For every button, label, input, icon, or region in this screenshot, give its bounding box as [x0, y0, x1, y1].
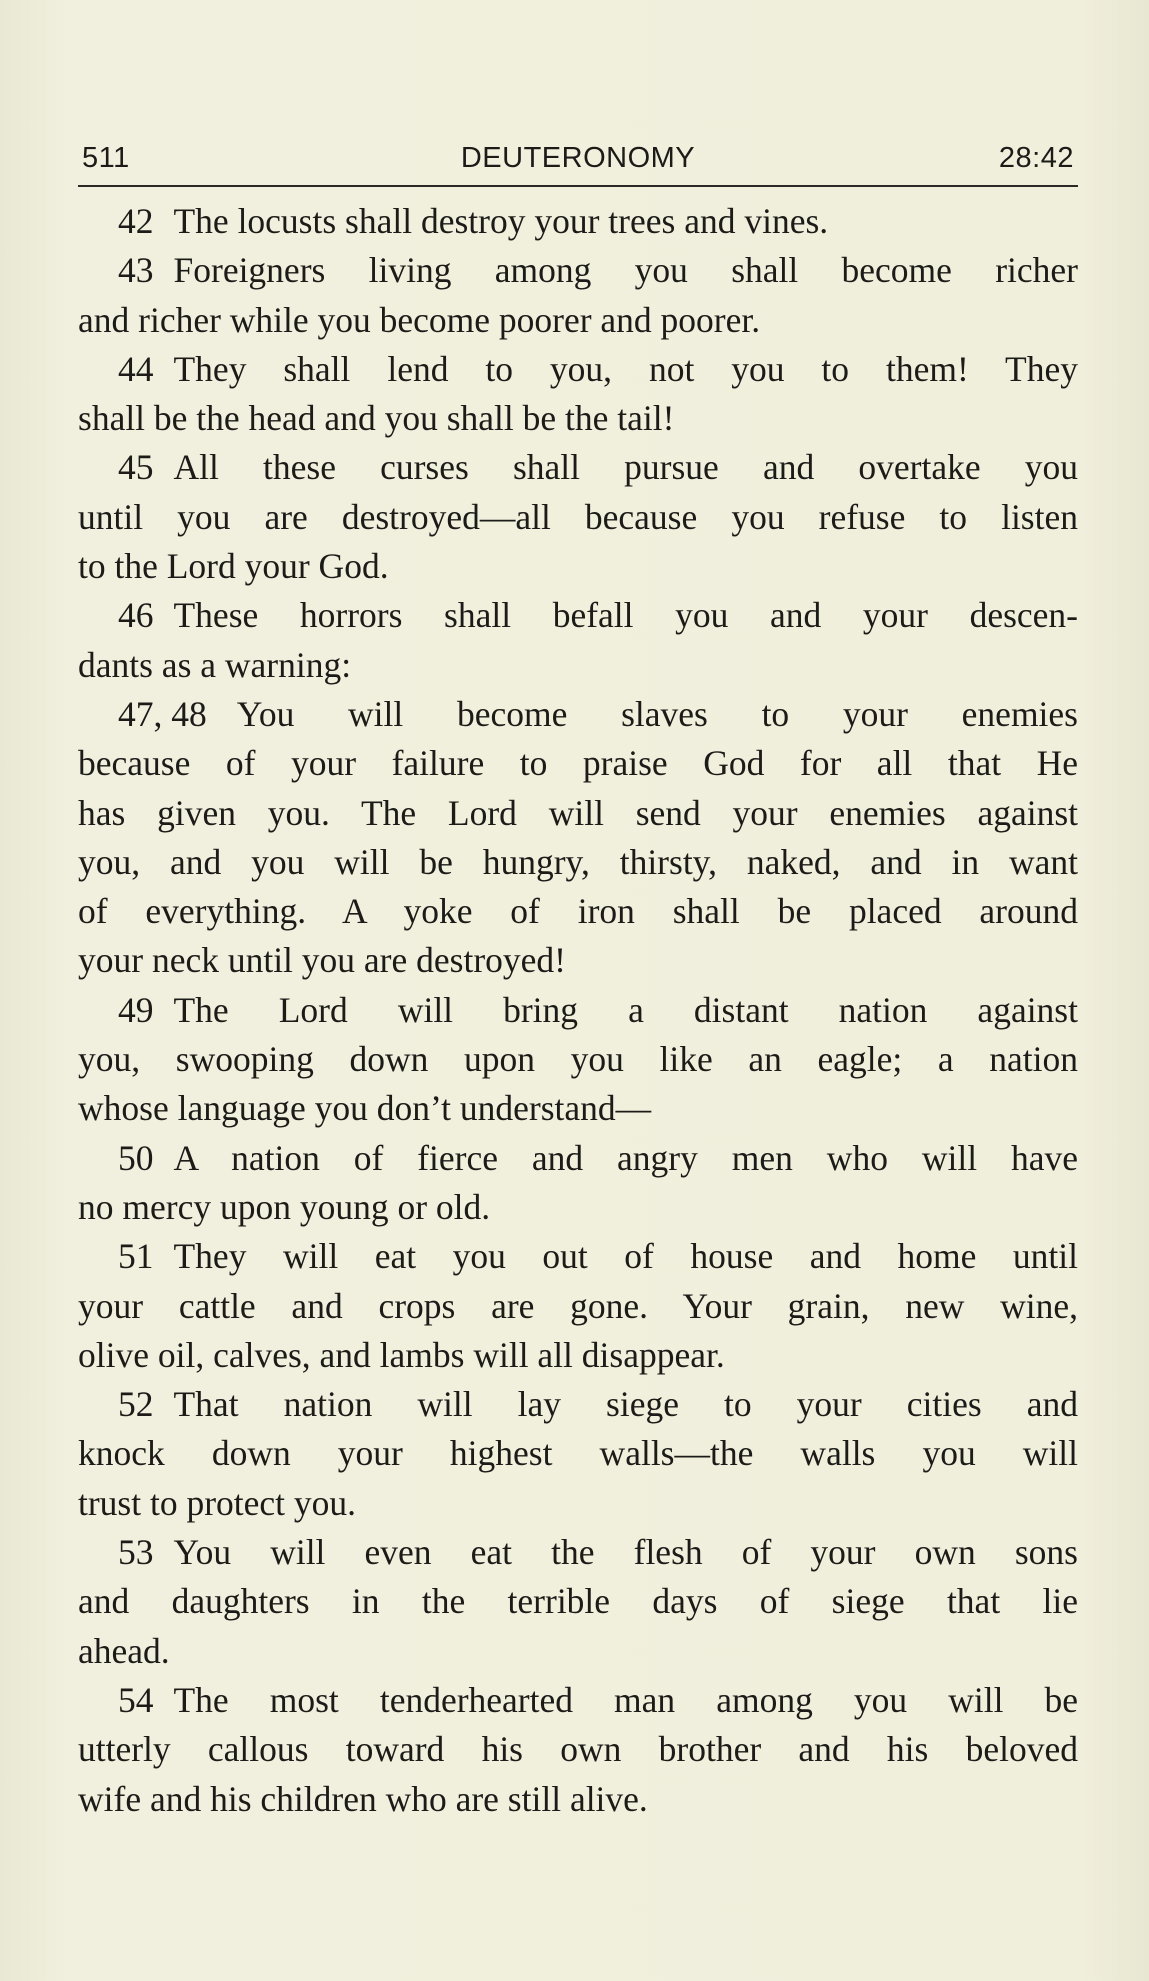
verse-line — [78, 1035, 1078, 1084]
verse-number: 49 — [118, 989, 154, 1030]
verse-number: 50 — [118, 1137, 154, 1178]
verse-number: 51 — [118, 1236, 154, 1277]
verse-line — [78, 1183, 1078, 1232]
verse-number: 52 — [118, 1384, 154, 1425]
scripture-text — [78, 197, 1078, 1824]
verse-44 — [78, 345, 1078, 444]
verse-number: 43 — [118, 250, 154, 291]
verse-50 — [78, 1134, 1078, 1233]
verse-line — [78, 1282, 1078, 1331]
verse-text: whose language you don’t understand— — [78, 1088, 652, 1129]
verse-text: utterly callous toward his own brother and his beloved — [78, 1729, 1078, 1770]
verse-number: 46 — [118, 595, 154, 636]
verse-49 — [78, 986, 1078, 1134]
verse-line — [78, 345, 1078, 394]
verse-line — [78, 690, 1078, 739]
verse-text: knock down your highest walls—the walls you will — [78, 1433, 1078, 1474]
verse-text: The locusts shall destroy your trees and vines. — [173, 201, 829, 241]
verse-text: That nation will lay siege to your cities and — [173, 1384, 1078, 1425]
verse-line — [78, 443, 1078, 492]
verse-line — [78, 493, 1078, 542]
verse-line — [78, 1134, 1078, 1183]
verse-46 — [78, 591, 1078, 690]
verse-text: wife and his children who are still alive. — [78, 1778, 648, 1819]
verse-53 — [78, 1528, 1078, 1676]
verse-line — [78, 1528, 1078, 1577]
verse-line — [78, 641, 1078, 690]
verse-line — [78, 246, 1078, 295]
chapter-verse-reference: 28:42 — [998, 142, 1074, 174]
verse-number: 47, 48 — [118, 693, 207, 734]
verse-45 — [78, 443, 1078, 591]
verse-text: The Lord will bring a distant nation against — [173, 989, 1078, 1030]
verse-text: You will even eat the flesh of your own sons — [173, 1532, 1078, 1573]
page-number: 511 — [82, 142, 130, 174]
verse-line — [78, 1232, 1078, 1281]
verse-text: olive oil, calves, and lambs will all disappear. — [78, 1334, 725, 1375]
verse-line — [78, 887, 1078, 936]
verse-47-48 — [78, 690, 1078, 986]
verse-text: A nation of fierce and angry men who will have — [173, 1137, 1078, 1178]
verse-text: and daughters in the terrible days of siege that lie — [78, 1581, 1078, 1622]
verse-line — [78, 197, 1078, 246]
verse-text: your neck until you are destroyed! — [78, 940, 566, 981]
verse-line — [78, 1775, 1078, 1824]
verse-text: They shall lend to you, not you to them! They — [173, 348, 1078, 389]
verse-line — [78, 936, 1078, 985]
verse-line — [78, 1479, 1078, 1528]
verse-line — [78, 1676, 1078, 1725]
verse-number: 45 — [118, 447, 154, 488]
verse-line — [78, 739, 1078, 788]
verse-text: to the Lord your God. — [78, 546, 389, 587]
verse-text: you, swooping down upon you like an eagle; a nation — [78, 1039, 1078, 1080]
verse-52 — [78, 1380, 1078, 1528]
verse-line — [78, 789, 1078, 838]
verse-text: These horrors shall befall you and your descen- — [173, 595, 1078, 636]
verse-54 — [78, 1676, 1078, 1824]
verse-text: They will eat you out of house and home until — [173, 1236, 1078, 1277]
running-header — [78, 138, 1078, 182]
verse-number: 54 — [118, 1679, 154, 1720]
verse-text: has given you. The Lord will send your enemies against — [78, 792, 1078, 833]
verse-43 — [78, 246, 1078, 345]
verse-text: shall be the head and you shall be the tail! — [78, 398, 675, 439]
book-title: DEUTERONOMY — [460, 142, 696, 174]
verse-text: dants as a warning: — [78, 644, 352, 685]
verse-42 — [78, 197, 1078, 246]
verse-text: your cattle and crops are gone. Your grain, new wine, — [78, 1285, 1078, 1326]
verse-line — [78, 1627, 1078, 1676]
verse-line — [78, 394, 1078, 443]
verse-text: All these curses shall pursue and overtake you — [173, 447, 1078, 488]
verse-text: You will become slaves to your enemies — [236, 693, 1078, 734]
verse-text: you, and you will be hungry, thirsty, naked, and in want — [78, 841, 1078, 882]
verse-text: because of your failure to praise God for all that He — [78, 743, 1078, 784]
verse-line — [78, 1331, 1078, 1380]
verse-text: trust to protect you. — [78, 1482, 357, 1523]
verse-text: Foreigners living among you shall become richer — [173, 250, 1078, 291]
verse-text: until you are destroyed—all because you refuse to listen — [78, 496, 1078, 537]
verse-line — [78, 1084, 1078, 1133]
verse-line — [78, 1429, 1078, 1478]
verse-line — [78, 1380, 1078, 1429]
verse-number: 44 — [118, 348, 154, 389]
verse-text: no mercy upon young or old. — [78, 1186, 491, 1227]
verse-line — [78, 296, 1078, 345]
verse-text: and richer while you become poorer and poorer. — [78, 299, 761, 340]
verse-line — [78, 591, 1078, 640]
verse-text: of everything. A yoke of iron shall be placed around — [78, 891, 1078, 932]
verse-line — [78, 1577, 1078, 1626]
verse-51 — [78, 1232, 1078, 1380]
header-rule — [78, 185, 1078, 187]
verse-line — [78, 542, 1078, 591]
verse-line — [78, 1725, 1078, 1774]
verse-number: 42 — [118, 201, 154, 241]
verse-number: 53 — [118, 1532, 154, 1573]
verse-text: The most tenderhearted man among you will be — [173, 1679, 1078, 1720]
verse-line — [78, 986, 1078, 1035]
verse-text: ahead. — [78, 1630, 170, 1671]
verse-line — [78, 838, 1078, 887]
